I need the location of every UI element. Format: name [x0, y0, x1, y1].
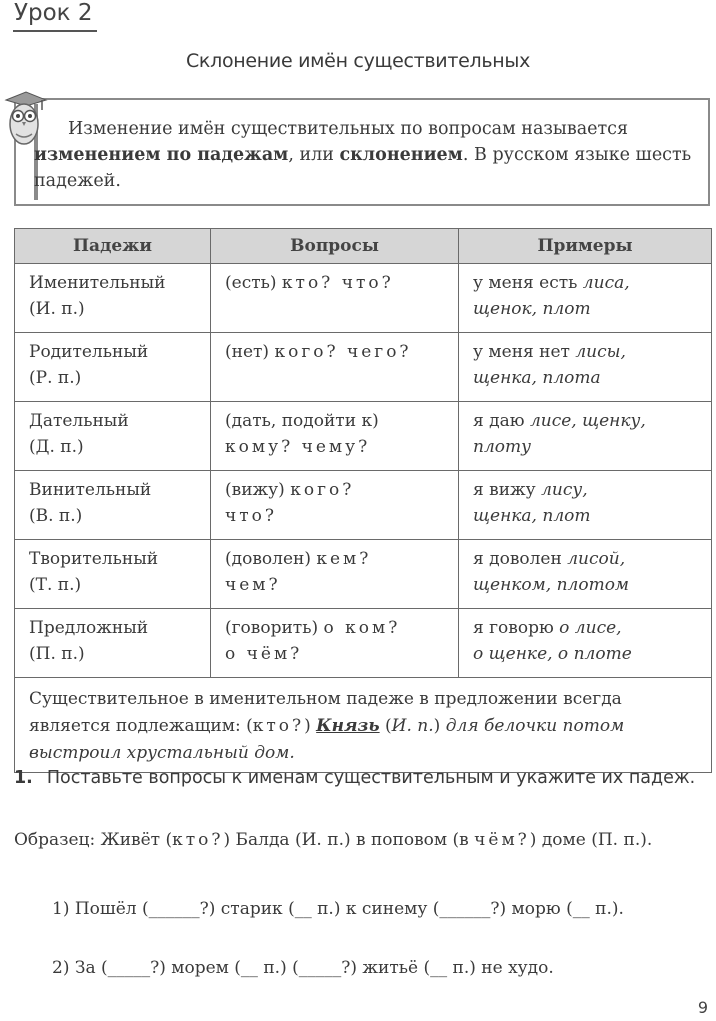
- example-cell: я вижу лису, щенка, плот: [459, 471, 712, 540]
- example-subject: Князь: [316, 716, 380, 736]
- example-cell: я даю лисе, щенку, плоту: [459, 402, 712, 471]
- question-cell: (доволен) кем? чем?: [211, 540, 459, 609]
- table-note: Существительное в именительном падеже в предложении всегда является подлежащим: (кто?) Князь (И. п.) для белочки потом выстроил хрустальный дом.: [15, 678, 712, 773]
- table-note-row: [15, 678, 712, 773]
- header-questions: Вопросы: [211, 229, 459, 264]
- case-cell: Творительный (Т. п.): [15, 540, 211, 609]
- case-cell: Винительный (В. п.): [15, 471, 211, 540]
- example-cell: я доволен лисой, щенком, плотом: [459, 540, 712, 609]
- case-cell: Дательный (Д. п.): [15, 402, 211, 471]
- case-cell: Предложный (П. п.): [15, 609, 211, 678]
- exercise-sample: Образец: Живёт (кто?) Балда (И. п.) в поповом (в чём?) доме (П. п.).: [14, 830, 653, 850]
- term-declension: склонением: [339, 145, 463, 165]
- case-cell: Именительный (И. п.): [15, 264, 211, 333]
- topic-heading: Склонение имён существительных: [185, 50, 531, 72]
- question-cell: (есть) кто? что?: [211, 264, 459, 333]
- exercise-item-1: 1) Пошёл (______?) старик (__ п.) к синему (______?) морю (__ п.).: [52, 899, 624, 919]
- table-row: [15, 471, 712, 540]
- table-header-row: [15, 229, 712, 264]
- question-cell: (вижу) кого? что?: [211, 471, 459, 540]
- table-row: [15, 333, 712, 402]
- example-cell: у меня нет лисы, щенка, плота: [459, 333, 712, 402]
- header-examples: Примеры: [459, 229, 712, 264]
- lesson-title-underline: [13, 30, 97, 32]
- page-number: 9: [697, 998, 708, 1017]
- question-cell: (нет) кого? чего?: [211, 333, 459, 402]
- question-cell: (дать, подойти к) кому? чему?: [211, 402, 459, 471]
- example-cell: я говорю о лисе, о щенке, о плоте: [459, 609, 712, 678]
- cases-table: [14, 228, 712, 773]
- example-cell: у меня есть лиса, щенок, плот: [459, 264, 712, 333]
- exercise-item-2: 2) За (_____?) морем (__ п.) (_____?) житьё (__ п.) не худо.: [52, 958, 554, 978]
- table-row: [15, 609, 712, 678]
- term-case-change: изменением по падежам: [34, 145, 289, 165]
- lesson-title: Урок 2: [14, 0, 93, 26]
- question-cell: (говорить) о ком? о чём?: [211, 609, 459, 678]
- table-row: [15, 264, 712, 333]
- case-cell: Родительный (Р. п.): [15, 333, 211, 402]
- exercise-number: 1.: [14, 768, 33, 788]
- table-row: [15, 540, 712, 609]
- rule-text: Изменение имён существительных по вопросам называется изменением по падежам, или склонением. В русском языке шесть падежей.: [34, 119, 692, 191]
- table-row: [15, 402, 712, 471]
- header-cases: Падежи: [15, 229, 211, 264]
- exercise-instruction: 1. Поставьте вопросы к именам существительным и укажите их падеж.: [14, 768, 696, 788]
